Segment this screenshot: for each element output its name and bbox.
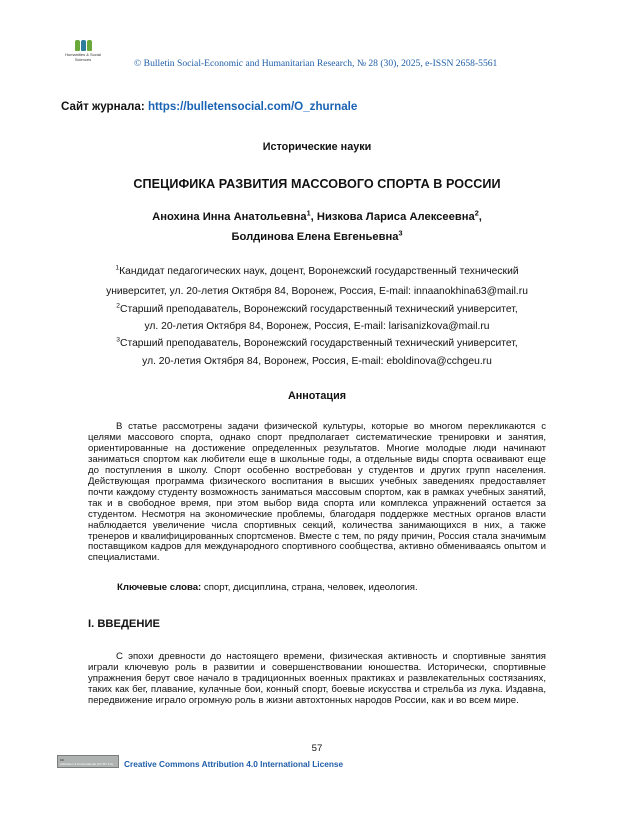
affiliation-1-line-2: университет, ул. 20-летия Октября 84, Воронеж, Россия, E-mail: innaanokhina63@mail.ru [106, 286, 528, 297]
keywords-text: спорт, дисциплина, страна, человек, идеология. [201, 582, 418, 593]
affiliation-1-line-1: $^1$Кандидат педагогических наук, доцент, Воронежский государственный технический [115, 264, 519, 277]
site-label: Сайт журнала: [61, 100, 145, 113]
journal-header-line: © Bulletin Social-Economic and Humanitarian Research, № 28 (30), 2025, e-ISSN 2658-5561 [134, 58, 498, 69]
abstract-body [88, 422, 546, 564]
cc-badge-caption: Attribution 4.0 International (CC BY 4.0) [60, 762, 113, 766]
author-1: Анохина Инна Анатольевна [152, 211, 307, 223]
authors-line-1: Анохина Инна Анатольевна$^1$, Низкова Лариса Алексеевна$^2$, [152, 208, 482, 223]
logo-text: Humanities & Social Sciences [65, 52, 101, 62]
site-link[interactable]: https://bulletensocial.com/O_zhurnale [147, 100, 358, 113]
authors-line-2: Болдинова Елена Евгеньевна$^3$ [231, 228, 403, 243]
introduction-paragraph: С эпохи древности до настоящего времени, физическая активность и спортивные занятия играли ключевую роль в развитии и совершенствовании юношества. Исторически, спортивные упражнения берут свое начало в традиционных военных практиках и развлекательных состязаниях, таких как бег, плавание, кулачные бои, конный спорт, боевые искусства и стрельба из лука. Издавна, передвижение играло огромную роль в жизни автохтонных народов России, как и во всем мире. [88, 651, 546, 706]
affiliation-2-line-2: ул. 20-летия Октября 84, Воронеж, Россия, E-mail: larisanizkova@mail.ru [144, 321, 490, 332]
journal-site-line [61, 100, 357, 113]
introduction-heading: I. ВВЕДЕНИЕ [88, 618, 160, 630]
journal-logo [62, 40, 104, 62]
abstract-paragraph: В статье рассмотрены задачи физической культуры, которые во многом перекликаются с целями массового спорта, однако спорт предполагает систематические тренировки и занятия, ориентированные на достижение определенных результатов. Многие молодые люди начинают заниматься спортом как любители еще в школьные годы, а отдельные виды спорта осваивают еще до поступления в школу. Спорт особенно востребован у студентов и других групп населения. Действующая программа физического воспитания в высших учебных заведениях предоставляет почти каждому студенту возможность заниматься массовым спортом, как в рамках учебных занятий, так и в свободное время, при этом выбор вида спорта или комплекса упражнений остается за студентом. Несмотря на экономические проблемы, благодаря поддержке местных органов власти наблюдается увеличение числа спортивных секций, количества занимающихся в них, а также тренеров и квалифицированных спортсменов. Вместе с тем, по ряду причин, Россия стала значимым поставщиком кадров для международного спортивного сообщества, активно обменивааясь опытом и специалистами. [88, 421, 546, 564]
page-number: 57 [311, 743, 323, 754]
license-link[interactable]: Creative Commons Attribution 4.0 International License [124, 759, 344, 769]
abstract-heading: Аннотация [287, 390, 347, 402]
author-3: Болдинова Елена Евгеньевна [231, 231, 399, 243]
cc-license-badge [57, 755, 119, 768]
logo-icon [62, 40, 104, 52]
keywords-line [117, 582, 418, 593]
cc-badge-icon: cc [60, 757, 64, 762]
article-title: СПЕЦИФИКА РАЗВИТИЯ МАССОВОГО СПОРТА В РОССИИ [133, 177, 501, 191]
introduction-body [88, 652, 546, 707]
author-2: Низкова Лариса Алексеевна [316, 211, 475, 223]
section-heading: Исторические науки [262, 141, 372, 153]
affiliation-3-line-1: $^3$Старший преподаватель, Воронежский государственный технический университет, [116, 336, 518, 349]
affiliation-3-line-2: ул. 20-летия Октября 84, Воронеж, Россия, E-mail: eboldinova@cchgeu.ru [142, 356, 492, 367]
keywords-label: Ключевые слова: [117, 582, 202, 593]
affiliation-2-line-1: $^2$Старший преподаватель, Воронежский государственный технический университет, [116, 302, 518, 315]
